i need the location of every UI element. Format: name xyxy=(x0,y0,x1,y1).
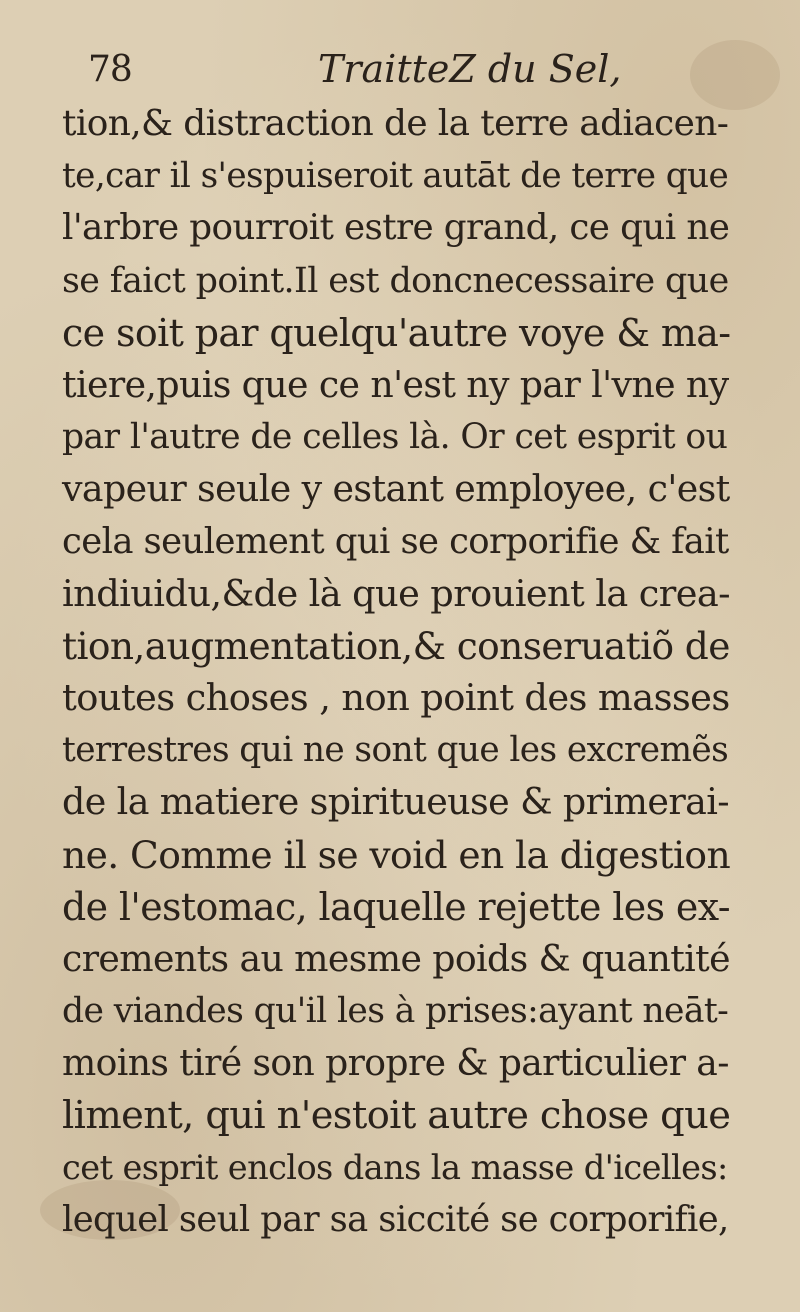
text-line: indiuidu,&de là que prouient la crea- xyxy=(62,571,730,615)
text-line: ne. Comme il se void en la digestion xyxy=(62,832,731,877)
text-line: moins tiré son propre & particulier a- xyxy=(62,1041,729,1085)
text-line: l'arbre pourroit estre grand, ce qui ne xyxy=(62,207,730,249)
text-line: terrestres qui ne sont que les excremẽs xyxy=(62,730,729,771)
page-number: 78 xyxy=(88,49,132,90)
text-line: lequel seul par sa siccité se corporifie, xyxy=(62,1198,729,1240)
text-line: de viandes qu'il les à prises:ayant neāt- xyxy=(62,991,729,1032)
text-line: de l'estomac, laquelle rejette les ex- xyxy=(62,884,730,929)
page-header xyxy=(0,45,800,105)
text-line: crements au mesme poids & quantité xyxy=(62,937,730,980)
text-line: tion,& distraction de la terre adiacen- xyxy=(62,103,729,144)
text-line: ce soit par quelqu'autre voye & ma- xyxy=(62,310,731,355)
text-line: te,car il s'espuiseroit autāt de terre que xyxy=(62,156,729,197)
text-line: cet esprit enclos dans la masse d'icelles: xyxy=(62,1147,728,1187)
text-line: tion,augmentation,& conseruatiõ de xyxy=(62,623,730,668)
running-title: TraitteZ du Sel, xyxy=(318,47,622,91)
text-line: tiere,puis que ce n'est ny par l'vne ny xyxy=(62,362,729,406)
text-line: toutes choses , non point des masses xyxy=(62,676,730,720)
text-line: liment, qui n'estoit autre chose que xyxy=(62,1092,731,1138)
text-line: cela seulement qui se corporifie & fait xyxy=(62,520,729,562)
body-text xyxy=(62,98,731,1246)
text-line: vapeur seule y estant employee, c'est xyxy=(62,467,730,511)
text-line: de la matiere spiritueuse & primerai- xyxy=(62,780,730,824)
text-line: par l'autre de celles là. Or cet esprit ou xyxy=(62,417,728,458)
text-line: se faict point.Il est doncnecessaire que xyxy=(62,260,729,301)
